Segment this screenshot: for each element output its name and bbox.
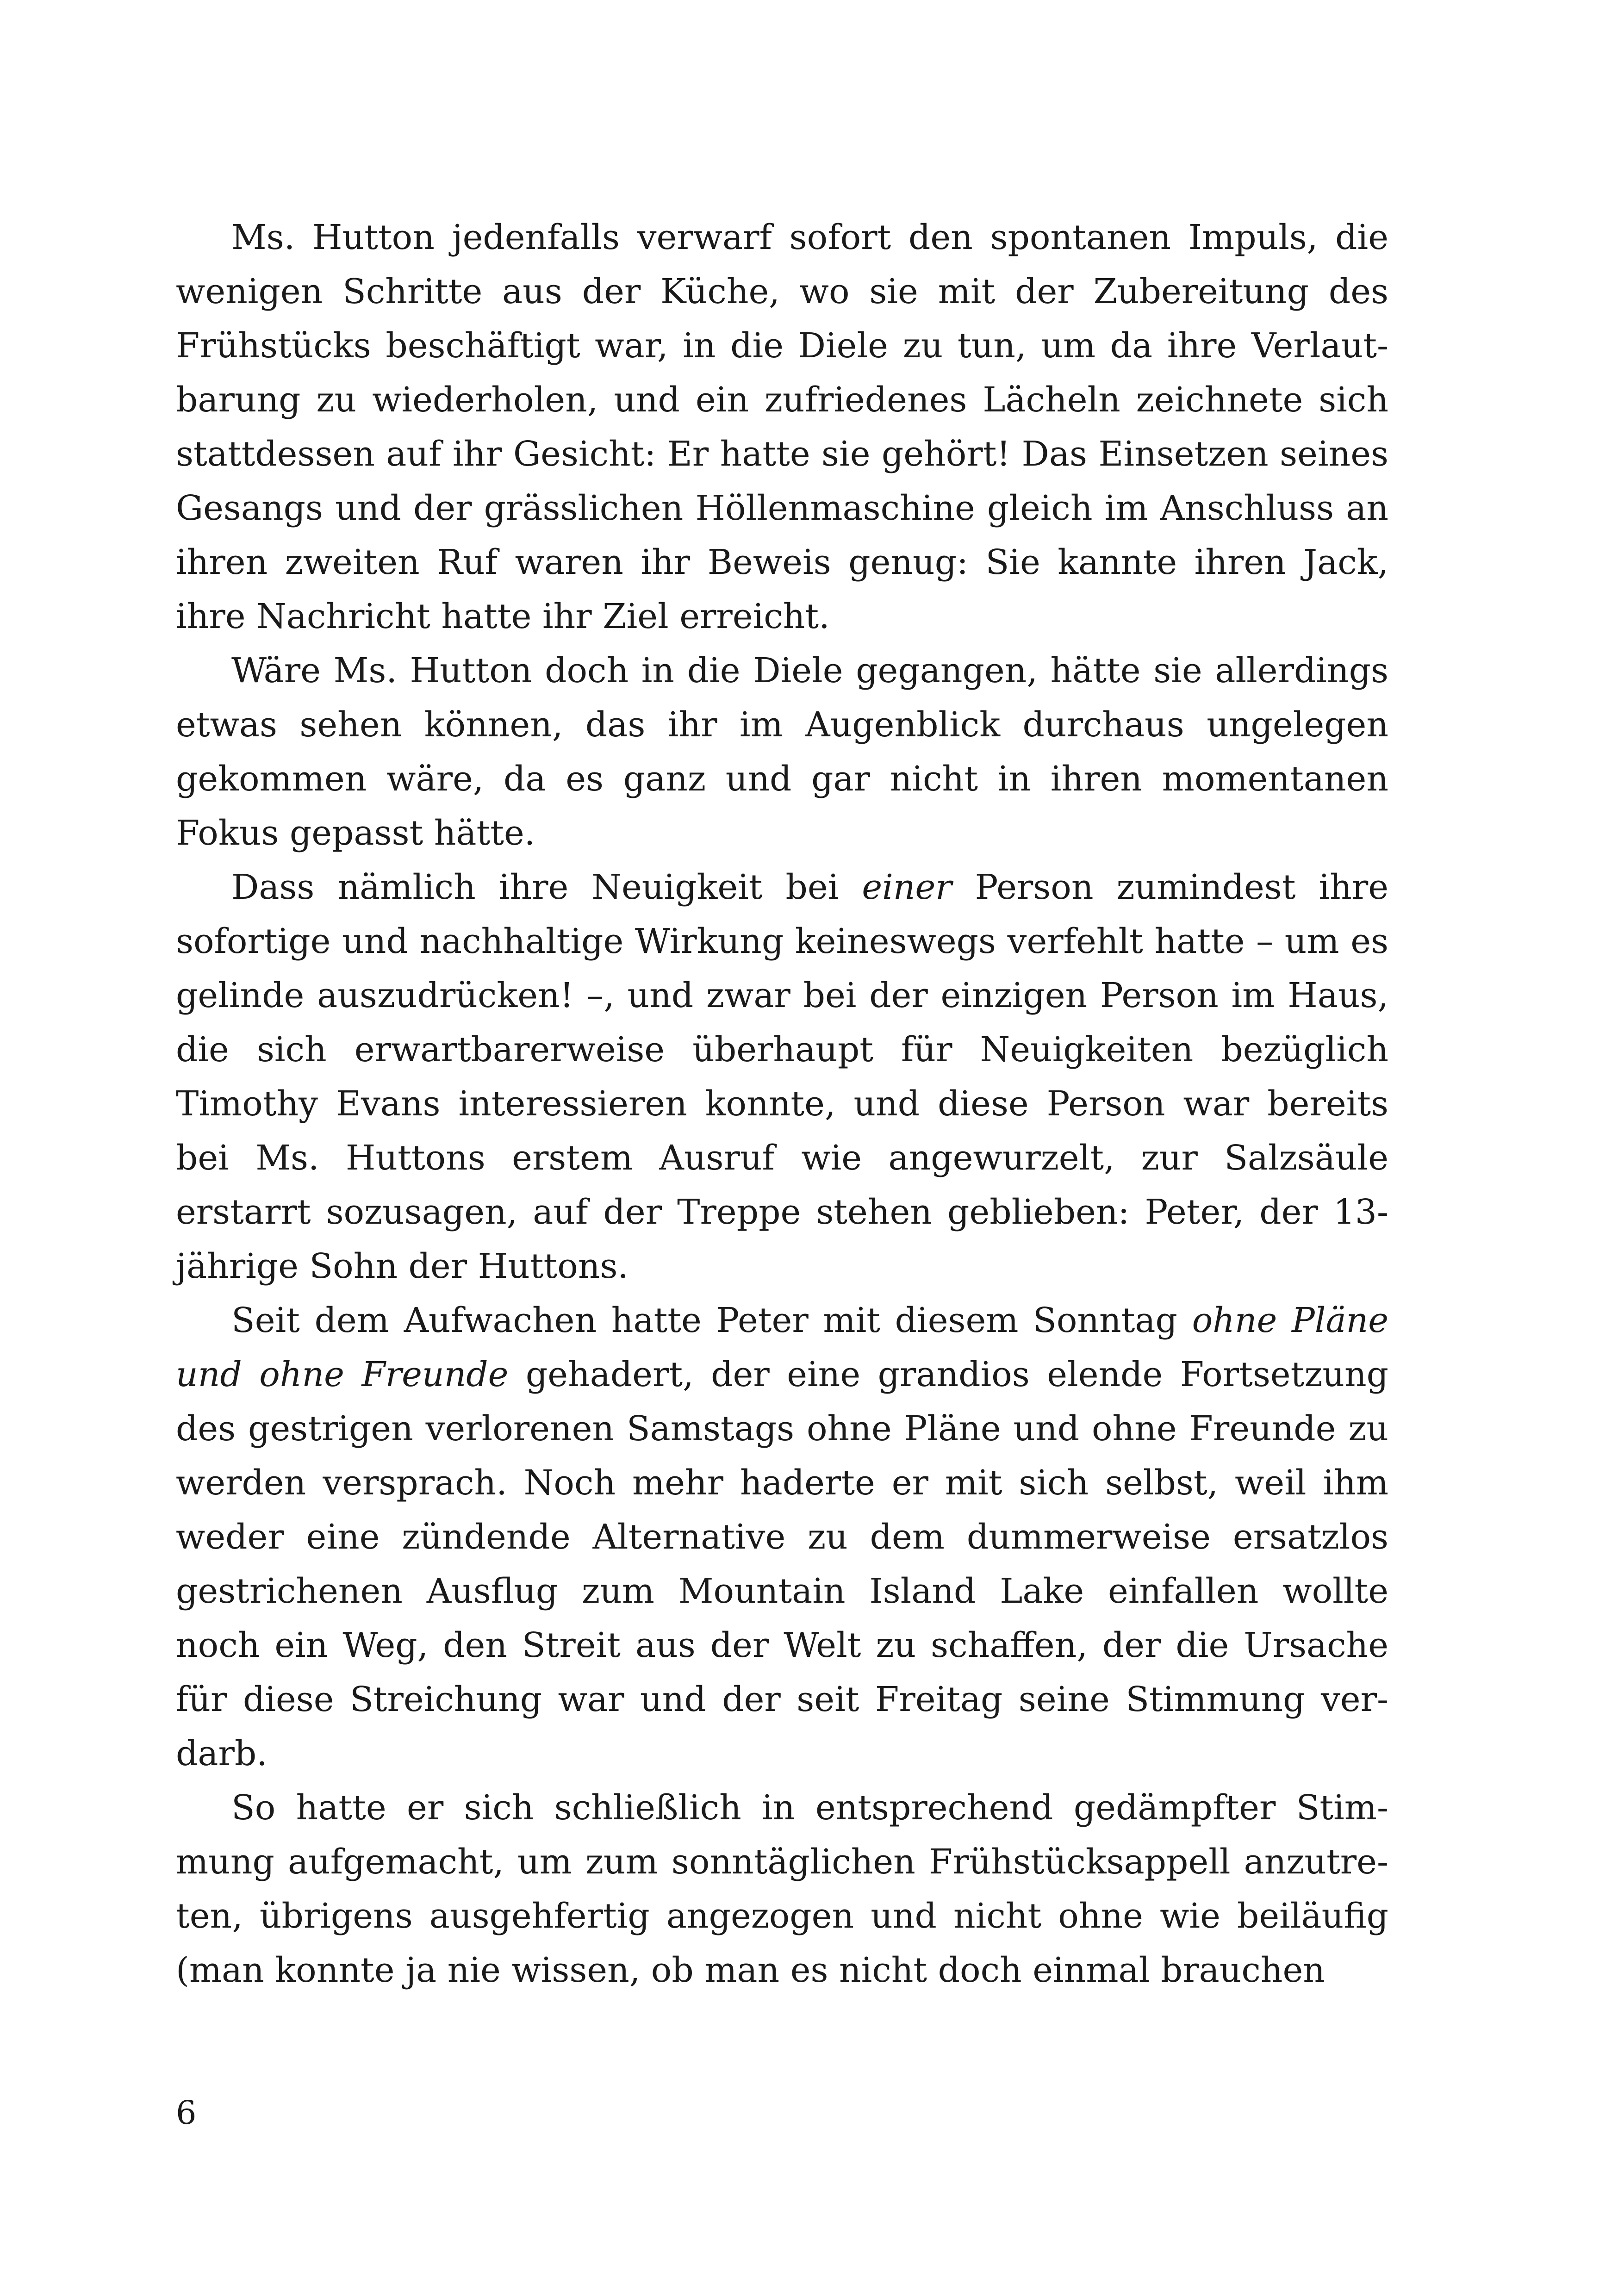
- paragraph-1: Ms. Hutton jedenfalls verwarf sofort den spontanen Impuls, die wenigen Schritte aus der Küche, wo sie mit der Zubereitung des Frühstücks beschäftigt war, in die Diele zu tun, um da ihre Verlautbarung zu wiederholen, und ein zufriedenes Lächeln zeichnete sich stattdessen auf ihr Gesicht: Er hatte sie gehört! Das Einsetzen seines Gesangs und der grässlichen Höllenmaschine gleich im Anschluss an ihren zweiten Ruf waren ihr Beweis genug: Sie kannte ihren Jack, ihre Nachricht hatte ihr Ziel erreicht.: [176, 218, 1388, 636]
- body-text: [176, 211, 1388, 1997]
- paragraph-3-start: Dass nämlich ihre Neuigkeit bei: [231, 867, 862, 907]
- paragraph-3: [176, 860, 1388, 1294]
- paragraph-3-emphasis: einer: [862, 867, 952, 907]
- paragraph-3-end: Person zumindest ihre sofortige und nachhaltige Wirkung keineswegs verfehlt hatte – um es gelinde auszudrücken! –, und zwar bei der einzigen Person im Haus, die sich erwartbarerweise überhaupt für Neuigkeiten bezüglich Timothy Evans interessieren konnte, und diese Person war bereits bei Ms. Huttons erstem Ausruf wie angewurzelt, zur Salzsäule erstarrt sozusagen, auf der Treppe stehen geblieben: Peter, der 13-jährige Sohn der Huttons.: [176, 867, 1388, 1286]
- paragraph-4: [176, 1294, 1388, 1781]
- paragraph-4-end: gehadert, der eine grandios elende Fortsetzung des gestrigen verlorenen Samstags ohne Pläne und ohne Freunde zu werden versprach. Noch mehr haderte er mit sich selbst, weil ihm weder eine zündende Alternative zu dem dummerweise ersatzlos gestrichenen Ausflug zum Mountain Island Lake einfallen wollte noch ein Weg, den Streit aus der Welt zu schaffen, der die Ursache für diese Streichung war und der seit Freitag seine Stimmung verdarb.: [176, 1355, 1389, 1773]
- paragraph-4-emphasis: ohne Pläne und ohne Freunde: [176, 1300, 1389, 1394]
- paragraph-5: So hatte er sich schließlich in entsprechend gedämpfter Stimmung aufgemacht, um zum sonntäglichen Frühstücksappell anzutreten, übrigens ausgehfertig angezogen und nicht ohne wie beiläufig (man konnte ja nie wissen, ob man es nicht doch einmal brauchen: [176, 1788, 1388, 1990]
- paragraph-2: Wäre Ms. Hutton doch in die Diele gegangen, hätte sie allerdings etwas sehen können, das ihr im Augenblick durchaus ungelegen gekommen wäre, da es ganz und gar nicht in ihren momentanen Fokus gepasst hätte.: [176, 651, 1388, 853]
- page-number: 6: [176, 2094, 197, 2132]
- paragraph-4-start: Seit dem Aufwachen hatte Peter mit diesem Sonntag: [231, 1300, 1192, 1340]
